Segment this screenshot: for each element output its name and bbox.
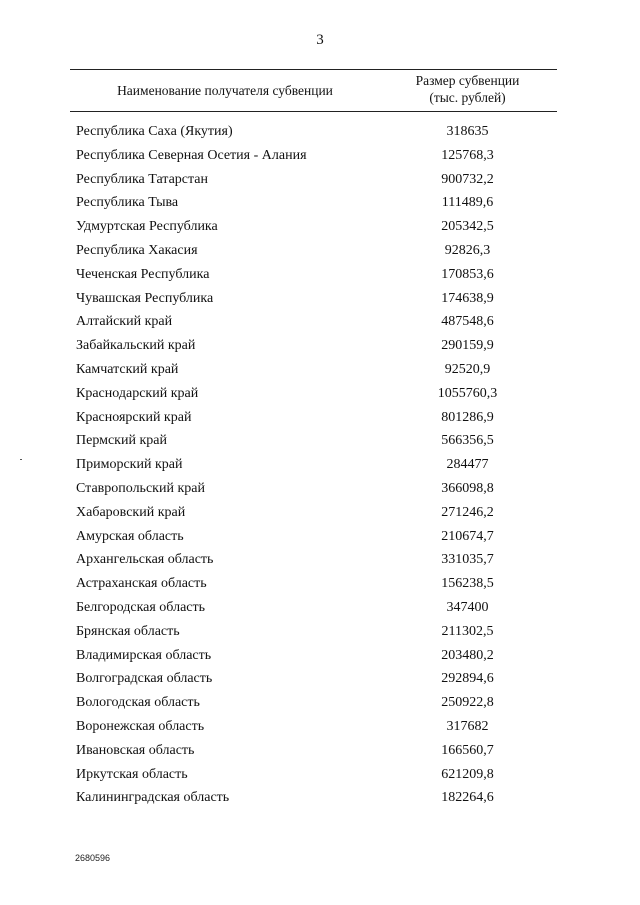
table-header-bottom-rule	[70, 111, 557, 112]
table-row	[0, 644, 640, 668]
subvention-amount: 125768,3	[441, 147, 494, 163]
recipient-name: Красноярский край	[76, 409, 192, 425]
recipient-name: Воронежская область	[76, 718, 205, 734]
subvention-amount: 366098,8	[441, 480, 494, 496]
subvention-amount: 182264,6	[441, 790, 494, 806]
table-row	[0, 239, 640, 263]
column-header-amount	[385, 72, 550, 106]
table-row	[0, 548, 640, 572]
subvention-amount: 166560,7	[441, 742, 494, 758]
recipient-name: Камчатский край	[76, 361, 179, 377]
table-row	[0, 429, 640, 453]
recipient-name: Республика Тыва	[76, 195, 179, 211]
subvention-amount: 203480,2	[441, 647, 494, 663]
table-row	[0, 763, 640, 787]
table-row	[0, 382, 640, 406]
recipient-name: Ставропольский край	[76, 480, 205, 496]
subvention-amount: 290159,9	[441, 338, 494, 354]
table-row	[0, 572, 640, 596]
recipient-name: Республика Саха (Якутия)	[76, 124, 233, 139]
table-row	[0, 596, 640, 620]
table-row	[0, 715, 640, 739]
subvention-amount: 318635	[446, 124, 489, 139]
subvention-amount: 250922,8	[441, 695, 494, 711]
column-header-amount-line1: Размер субвенции	[415, 73, 520, 88]
recipient-name: Вологодская область	[76, 695, 200, 711]
recipient-name: Хабаровский край	[76, 504, 186, 520]
table-row	[0, 620, 640, 644]
table-header-top-rule	[70, 69, 557, 70]
recipient-name: Ивановская область	[76, 742, 195, 758]
page-number: 3	[316, 32, 324, 48]
subvention-amount: 92826,3	[444, 242, 491, 258]
table-row	[0, 453, 640, 477]
table-row	[0, 691, 640, 715]
table-row	[0, 215, 640, 239]
table-row	[0, 501, 640, 525]
subvention-amount: 487548,6	[441, 314, 494, 330]
subvention-amount: 1055760,3	[437, 385, 498, 401]
recipient-name: Иркутская область	[76, 766, 188, 782]
subvention-amount: 900732,2	[441, 171, 494, 187]
recipient-name: Калининградская область	[76, 790, 230, 806]
recipient-name: Брянская область	[76, 623, 180, 639]
table-row	[0, 144, 640, 168]
subvention-amount: 210674,7	[441, 528, 494, 544]
table-row	[0, 168, 640, 192]
table-row	[0, 120, 640, 144]
subvention-amount: 284477	[446, 457, 489, 473]
subvention-amount: 292894,6	[441, 671, 494, 687]
subvention-amount: 801286,9	[441, 409, 494, 425]
subvention-amount: 317682	[446, 718, 489, 734]
margin-mark	[20, 459, 22, 460]
recipient-name: Забайкальский край	[76, 338, 196, 354]
recipient-name: Чеченская Республика	[76, 266, 210, 282]
document-id: 2680596	[75, 853, 111, 863]
recipient-name: Чувашская Республика	[76, 290, 214, 306]
recipient-name: Владимирская область	[76, 647, 212, 663]
subvention-table-body	[0, 120, 640, 810]
table-row	[0, 667, 640, 691]
subvention-amount: 156238,5	[441, 576, 494, 592]
table-row	[0, 263, 640, 287]
table-row	[0, 786, 640, 810]
recipient-name: Волгоградская область	[76, 671, 213, 687]
column-header-amount-line2: (тыс. рублей)	[429, 90, 506, 105]
recipient-name: Астраханская область	[76, 576, 207, 592]
recipient-name: Республика Татарстан	[76, 171, 209, 187]
recipient-name: Пермский край	[76, 433, 167, 449]
recipient-name: Удмуртская Республика	[76, 219, 218, 235]
table-row	[0, 739, 640, 763]
subvention-amount: 174638,9	[441, 290, 494, 306]
table-row	[0, 287, 640, 311]
subvention-amount: 211302,5	[441, 623, 494, 639]
recipient-name: Приморский край	[76, 457, 183, 473]
table-row	[0, 406, 640, 430]
table-row	[0, 525, 640, 549]
recipient-name: Белгородская область	[76, 599, 206, 615]
subvention-amount: 205342,5	[441, 219, 494, 235]
subvention-amount: 271246,2	[441, 504, 494, 520]
subvention-amount: 566356,5	[441, 433, 494, 449]
table-row	[0, 477, 640, 501]
table-row	[0, 334, 640, 358]
recipient-name: Амурская область	[76, 528, 184, 544]
recipient-name: Архангельская область	[76, 552, 214, 568]
recipient-name: Республика Северная Осетия - Алания	[76, 147, 307, 163]
subvention-amount: 621209,8	[441, 766, 494, 782]
subvention-amount: 170853,6	[441, 266, 494, 282]
recipient-name: Алтайский край	[76, 314, 173, 330]
subvention-amount: 92520,9	[444, 361, 491, 377]
subvention-amount: 331035,7	[441, 552, 494, 568]
table-row	[0, 310, 640, 334]
table-row	[0, 358, 640, 382]
subvention-amount: 111489,6	[441, 195, 494, 211]
column-header-recipient: Наименование получателя субвенции	[117, 83, 333, 98]
table-row	[0, 191, 640, 215]
recipient-name: Республика Хакасия	[76, 242, 198, 258]
subvention-amount: 347400	[446, 599, 489, 615]
recipient-name: Краснодарский край	[76, 385, 199, 401]
